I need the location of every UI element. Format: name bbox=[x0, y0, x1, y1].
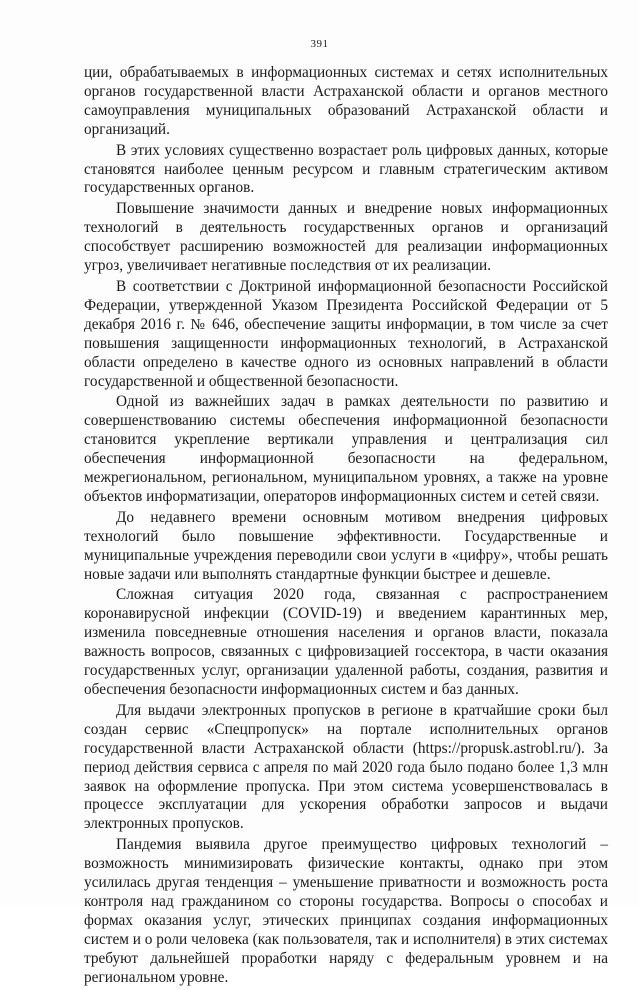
body-text bbox=[84, 64, 608, 990]
paragraph: Для выдачи электронных пропусков в регионе в кратчайшие сроки был создан сервис «Спецпропуск» на портале исполнительных органов государственной власти Астраханской области (https://propusk.astrobl.ru/). За период действия сервиса с апреля по май 2020 года было подано более 1,3 млн заявок на оформление пропуска. При этом система усовершенствовалась в процессе эксплуатации для ускорения обработки запросов и выдачи электронных пропусков. bbox=[84, 701, 608, 833]
page-number: 391 bbox=[310, 38, 329, 50]
paragraph: Пандемия выявила другое преимущество цифровых технологий – возможность минимизировать физические контакты, однако при этом усилилась другая тенденция – уменьшение приватности и возможность роста контроля над гражданином со стороны государства. Вопросы о способах и формах оказания услуг, этических принципах создания информационных систем и о роли человека (как пользователя, так и исполнителя) в этих системах требуют дальнейшей проработки наряду с федеральным уровнем и на региональном уровне. bbox=[84, 836, 608, 986]
paragraph: В соответствии с Доктриной информационной безопасности Российской Федерации, утвержденной Указом Президента Российской Федерации от 5 декабря 2016 г. № 646, обеспечение защиты информации, в том числе за счет повышения защищенности информационных технологий, в Астраханской области определено в качестве одного из основных направлений в области государственной и общественной безопасности. bbox=[84, 277, 608, 390]
paragraph: Сложная ситуация 2020 года, связанная с распространением коронавирусной инфекции (COVID-19) и введением карантинных мер, изменила повседневные отношения населения и органов власти, показала важность вопросов, связанных с цифровизацией госсектора, в части оказания государственных услуг, организации удаленной работы, создания, развития и обеспечения безопасности информационных систем и баз данных. bbox=[84, 586, 608, 698]
paragraph: ции, обрабатываемых в информационных системах и сетях исполнительных органов государственной власти Астраханской области и органов местного самоуправления муниципальных образований Астраханской области и организаций. bbox=[84, 64, 608, 138]
paragraph: Одной из важнейших задач в рамках деятельности по развитию и совершенствованию системы обеспечения информационной безопасности становится укрепление вертикали управления и централизация сил обеспечения информационной безопасности на федеральном, межрегиональном, региональном, муниципальном уровнях, а также на уровне объектов информатизации, операторов информационных систем и сетей связи. bbox=[84, 393, 608, 505]
paragraph: Повышение значимости данных и внедрение новых информационных технологий в деятельность государственных органов и организаций способствует расширению возможностей для реализации информационных угроз, увеличивает негативные последствия от их реализации. bbox=[84, 200, 608, 275]
paragraph: В этих условиях существенно возрастает роль цифровых данных, которые становятся наиболее ценным ресурсом и главным стратегическим активом государственных органов. bbox=[84, 141, 608, 197]
paragraph: До недавнего времени основным мотивом внедрения цифровых технологий было повышение эффективности. Государственные и муниципальные учреждения переводили свои услуги в «цифру», чтобы решать новые задачи или выполнять стандартные функции быстрее и дешевле. bbox=[84, 508, 608, 583]
